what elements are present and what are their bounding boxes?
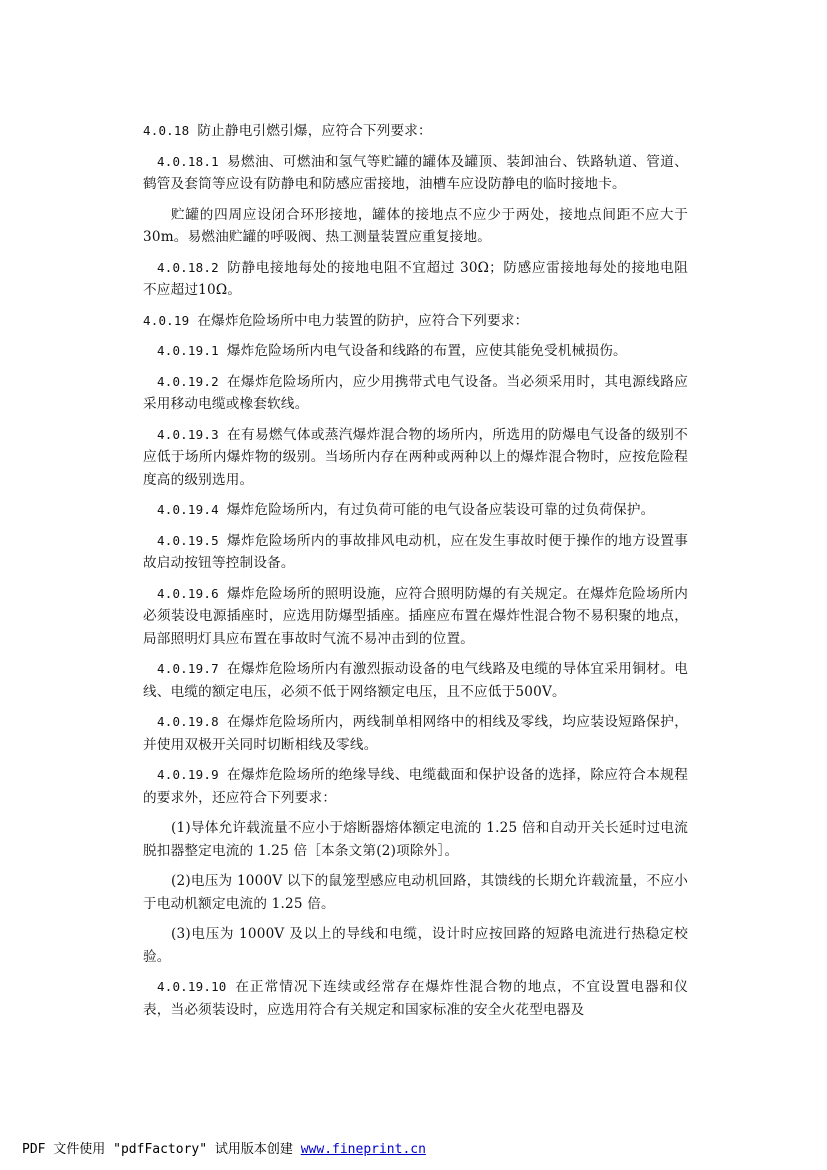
clause-text: 爆炸危险场所的照明设施，应符合照明防爆的有关规定。在爆炸危险场所内必须装设电源插座时，应选用防爆型插座。插座应布置在爆炸性混合物不易积聚的地点，局部照明灯具应布置在事故时气流不易冲击到的位置。 — [143, 585, 688, 647]
clause-paragraph — [143, 340, 688, 363]
clause-paragraph — [143, 764, 688, 809]
clause-paragraph — [143, 204, 688, 249]
clause-paragraph — [143, 120, 688, 143]
clause-text: 贮罐的四周应设闭合环形接地，罐体的接地点不应少于两处，接地点间距不应大于30m。易燃油贮罐的呼吸阀、热工测量装置应重复接地。 — [143, 206, 688, 245]
clause-number: 4.0.18 — [143, 123, 190, 138]
clause-text: 防止静电引燃引爆，应符合下列要求： — [197, 123, 432, 139]
clause-text: 在正常情况下连续或经常存在爆炸性混合物的地点，不宜设置电器和仪表，当必须装设时，应选用符合有关规定和国家标准的安全火花型电器及 — [143, 979, 688, 1018]
clause-number: 4.0.19.4 — [157, 502, 219, 517]
clause-paragraph — [143, 923, 688, 968]
clause-paragraph — [143, 151, 688, 196]
clause-text: 在爆炸危险场所内，两线制单相网络中的相线及零线，均应装设短路保护，并使用双极开关同时切断相线及零线。 — [143, 714, 688, 753]
clause-number: 4.0.19.2 — [157, 373, 219, 389]
document-body — [143, 120, 688, 1029]
clause-number: 4.0.18.1 — [157, 153, 219, 169]
clause-text: 在爆炸危险场所的绝缘导线、电缆截面和保护设备的选择，除应符合本规程的要求外，还应符合下列要求： — [143, 767, 688, 806]
clause-paragraph — [143, 870, 688, 915]
clause-number: 4.0.19.5 — [157, 532, 219, 548]
clause-text: (1)导体允许载流量不应小于熔断器熔体额定电流的 1.25 倍和自动开关长延时过电流脱扣器整定电流的 1.25 倍［本条文第(2)项除外］。 — [143, 820, 688, 859]
clause-number: 4.0.19 — [143, 312, 190, 328]
clause-number: 4.0.18.2 — [157, 259, 219, 275]
clause-paragraph — [143, 499, 688, 522]
clause-paragraph — [143, 658, 688, 703]
clause-paragraph — [143, 976, 688, 1021]
clause-number: 4.0.19.8 — [157, 714, 219, 729]
clause-number: 4.0.19.6 — [157, 585, 219, 601]
clause-paragraph — [143, 371, 688, 416]
clause-text: (2)电压为 1000V 以下的鼠笼型感应电动机回路，其馈线的长期允许载流量，不应小于电动机额定电流的 1.25 倍。 — [143, 873, 688, 912]
clause-text: 在爆炸危险场所中电力装置的防护，应符合下列要求： — [197, 312, 529, 329]
clause-text: 在有易燃气体或蒸汽爆炸混合物的场所内，所选用的防爆电气设备的级别不应低于场所内爆炸物的级别。当场所内存在两种或两种以上的爆炸混合物时，应按危险程度高的级别选用。 — [143, 426, 688, 488]
clause-paragraph — [143, 817, 688, 862]
clause-text: 在爆炸危险场所内有激烈振动设备的电气线路及电缆的导体宜采用铜材。电线、电缆的额定电压，必须不低于网络额定电压，且不应低于500V。 — [143, 661, 688, 700]
clause-paragraph — [143, 424, 688, 492]
clause-paragraph — [143, 530, 688, 575]
clause-number: 4.0.19.10 — [157, 979, 227, 994]
pdf-watermark-footer — [22, 1138, 426, 1157]
footer-prefix: PDF 文件使用 "pdfFactory" 试用版本创建 — [22, 1142, 293, 1157]
clause-paragraph — [143, 257, 688, 302]
clause-text: 易燃油、可燃油和氢气等贮罐的罐体及罐顶、装卸油台、铁路轨道、管道、鹤管及套筒等应设有防静电和防感应雷接地，油槽车应设防静电的临时接地卡。 — [143, 153, 688, 192]
clause-number: 4.0.19.9 — [157, 767, 219, 782]
clause-paragraph — [143, 310, 688, 333]
clause-paragraph — [143, 711, 688, 756]
clause-text: 爆炸危险场所内，有过负荷可能的电气设备应装设可靠的过负荷保护。 — [226, 502, 655, 518]
clause-text: 爆炸危险场所内的事故排风电动机，应在发生事故时便于操作的地方设置事故启动按钮等控制设备。 — [143, 532, 688, 571]
clause-text: (3)电压为 1000V 及以上的导线和电缆，设计时应按回路的短路电流进行热稳定校验。 — [143, 926, 688, 965]
clause-number: 4.0.19.1 — [157, 343, 219, 358]
clause-number: 4.0.19.7 — [157, 661, 219, 676]
clause-text: 防静电接地每处的接地电阻不宜超过 30Ω；防感应雷接地每处的接地电阻不应超过10Ω。 — [143, 259, 688, 298]
clause-text: 在爆炸危险场所内，应少用携带式电气设备。当必须采用时，其电源线路应采用移动电缆或橡套软线。 — [143, 373, 688, 412]
clause-number: 4.0.19.3 — [157, 426, 219, 442]
fineprint-link[interactable]: www.fineprint.cn — [300, 1142, 426, 1157]
clause-text: 爆炸危险场所内电气设备和线路的布置，应使其能免受机械损伤。 — [226, 343, 627, 359]
clause-paragraph — [143, 583, 688, 651]
